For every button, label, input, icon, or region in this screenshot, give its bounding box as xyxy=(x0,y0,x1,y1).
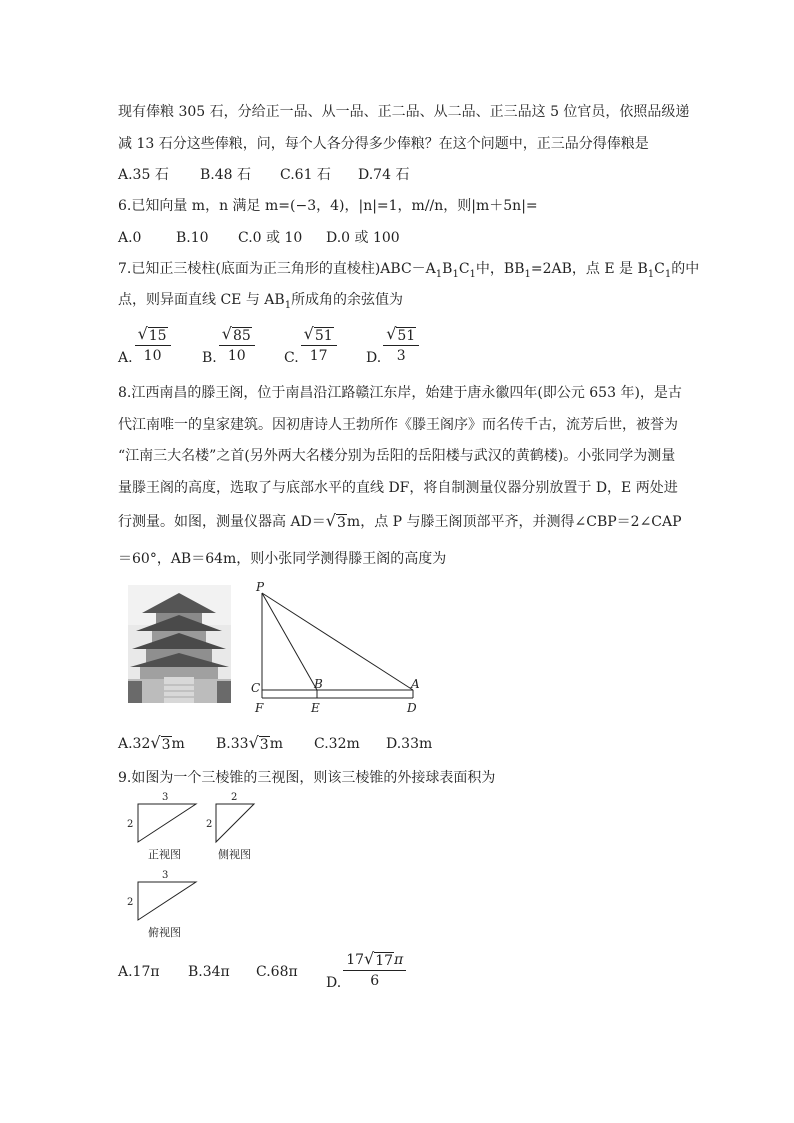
q5-option-d: D.74 石 xyxy=(358,167,410,183)
front-side-dim: 2 xyxy=(127,819,134,830)
side-view-triangle xyxy=(216,804,254,842)
q6-stem: 6.已知向量 m，n 满足 m=(−3，4)，|n|=1，m//n，则|m＋5n|= xyxy=(118,198,538,214)
q9-option-b: B.34π xyxy=(188,964,230,980)
q8-line-1: 8.江西南昌的滕王阁，位于南昌沿江路赣江东岸，始建于唐永徽四年(即公元 653 年)，是古 xyxy=(118,385,682,401)
label-b: B xyxy=(314,677,323,691)
q8-line-4: 量滕王阁的高度，选取了与底部水平的直线 DF，将自制测量仪器分别放置于 D，E 两处进 xyxy=(118,480,678,496)
q8-option-a: A.32 √ 3 m xyxy=(118,733,185,753)
q6-option-a: A.0 xyxy=(118,230,142,246)
q7-option-c: C. √ 51 17 xyxy=(284,325,339,366)
q6-option-b: B.10 xyxy=(176,230,209,246)
q8-geometry-figure xyxy=(245,578,430,718)
label-d: D xyxy=(407,701,417,715)
q8-option-d: D.33m xyxy=(386,736,433,752)
q8-line-6: ＝60°，AB＝64m，则小张同学测得滕王阁的高度为 xyxy=(118,551,447,567)
q9-three-views xyxy=(118,790,268,940)
q7-option-d: D. √ 51 3 xyxy=(366,325,421,366)
q6-option-d: D.0 或 100 xyxy=(326,230,400,246)
left-top-dim: 2 xyxy=(231,792,238,803)
label-c: C xyxy=(251,681,261,695)
q7-line-2: 点，则异面直线 CE 与 $AB_1$所成角的余弦值为 xyxy=(118,292,404,311)
topview-side-dim: 2 xyxy=(127,897,134,908)
q6-option-c: C.0 或 10 xyxy=(238,230,303,246)
pavilion-photo xyxy=(128,585,231,703)
label-f: F xyxy=(255,701,264,715)
segment-pb xyxy=(262,593,317,690)
top-view-triangle xyxy=(138,882,196,920)
label-e: E xyxy=(311,701,320,715)
q8-option-c: C.32m xyxy=(314,736,360,752)
q5-option-a: A.35 石 xyxy=(118,167,169,183)
label-a: A xyxy=(411,677,420,691)
front-top-dim: 3 xyxy=(162,792,169,803)
label-p: P xyxy=(256,580,265,594)
topview-top-dim: 3 xyxy=(162,870,169,881)
left-caption: 侧视图 xyxy=(218,848,251,861)
front-view-triangle xyxy=(138,804,196,842)
q8-line-5: 行测量。如图，测量仪器高 AD＝ √ 3 m，点 P 与滕王阁顶部平齐，并测得∠CBP＝2∠CAP xyxy=(118,511,682,531)
q9-option-d: D. 17 √ 17 π 6 xyxy=(326,950,408,991)
q9-option-c: C.68π xyxy=(256,964,298,980)
segment-pa xyxy=(262,593,413,690)
q5-line-2: 减 13 石分这些俸粮，问，每个人各分得多少俸粮？在这个问题中，正三品分得俸粮是 xyxy=(118,136,649,152)
q5-line-1: 现有俸粮 305 石，分给正一品、从一品、正二品、从二品、正三品这 5 位官员，依照品级递 xyxy=(118,104,690,120)
q9-stem: 9.如图为一个三棱锥的三视图，则该三棱锥的外接球表面积为 xyxy=(118,770,496,786)
q9-option-a: A.17π xyxy=(118,964,160,980)
q8-option-b: B.33 √ 3 m xyxy=(216,733,283,753)
q7-line-1: 7.已知正三棱柱(底面为正三角形的直棱柱)$ABC-A_1B_1C_1$中，$BB_1=2AB$，点 E 是 $B_1C_1$的中 xyxy=(118,261,700,280)
q5-option-b: B.48 石 xyxy=(200,167,252,183)
q5-option-c: C.61 石 xyxy=(280,167,331,183)
q8-line-3: “江南三大名楼”之首(另外两大名楼分别为岳阳的岳阳楼与武汉的黄鹤楼)。小张同学为测量 xyxy=(118,448,676,464)
q7-option-b: B. √ 85 10 xyxy=(202,325,257,366)
front-caption: 正视图 xyxy=(148,848,181,861)
q7-option-a: A. √ 15 10 xyxy=(118,325,173,366)
q8-line-2: 代江南唯一的皇家建筑。因初唐诗人王勃所作《滕王阁序》而名传千古，流芳后世，被誉为 xyxy=(118,417,678,433)
topview-caption: 俯视图 xyxy=(148,926,181,939)
left-side-dim: 2 xyxy=(206,819,213,830)
